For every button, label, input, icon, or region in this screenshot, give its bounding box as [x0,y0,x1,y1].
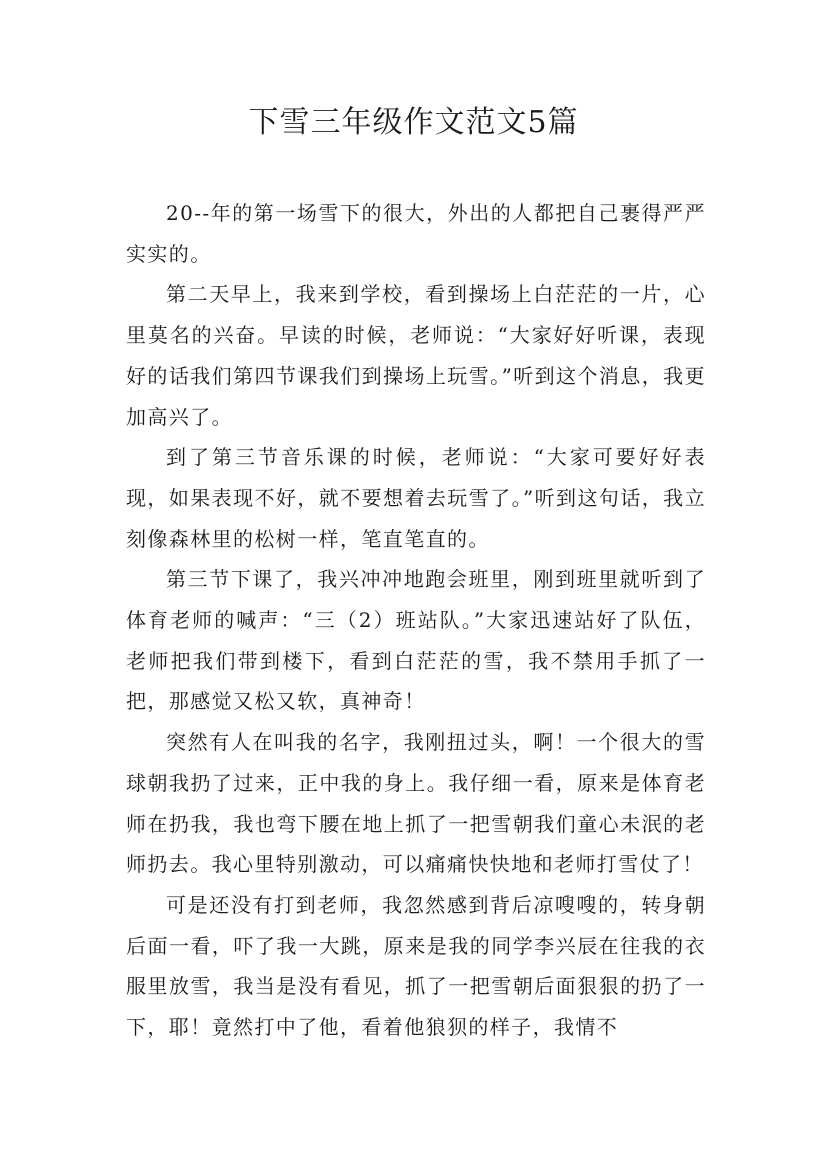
paragraph-4: 第三节下课了，我兴冲冲地跑会班里，刚到班里就听到了体育老师的喊声：“三（2）班站队。”大家迅速站好了队伍，老师把我们带到楼下，看到白茫茫的雪，我不禁用手抓了一把，那感觉又松又软，真神奇！ [126,567,706,714]
paragraph-6: 可是还没有打到老师，我忽然感到背后凉嗖嗖的，转身朝后面一看，吓了我一大跳，原来是我的同学李兴辰在往我的衣服里放雪，我当是没有看见，抓了一把雪朝后面狠狠的扔了一下，耶！竟然打中了他，看着他狼狈的样子，我情不 [126,892,706,1040]
document-title: 下雪三年级作文范文5篇 [248,105,579,140]
paragraph-3: 到了第三节音乐课的时候，老师说：“大家可要好好表现，如果表现不好，就不要想着去玩雪了。”听到这句话，我立刻像森林里的松树一样，笔直笔直的。 [126,445,706,551]
paragraph-5: 突然有人在叫我的名字，我刚扭过头，啊！一个很大的雪球朝我扔了过来，正中我的身上。我仔细一看，原来是体育老师在扔我，我也弯下腰在地上抓了一把雪朝我们童心未泯的老师扔去。我心里特别激动，可以痛痛快快地和老师打雪仗了！ [126,730,706,877]
paragraph-1: 20--年的第一场雪下的很大，外出的人都把自己裹得严严实实的。 [126,201,706,266]
paragraph-2: 第二天早上，我来到学校，看到操场上白茫茫的一片，心里莫名的兴奋。早读的时候，老师说：“大家好好听课，表现好的话我们第四节课我们到操场上玩雪。”听到这个消息，我更加高兴了。 [126,282,706,429]
document-body [126,193,706,1048]
